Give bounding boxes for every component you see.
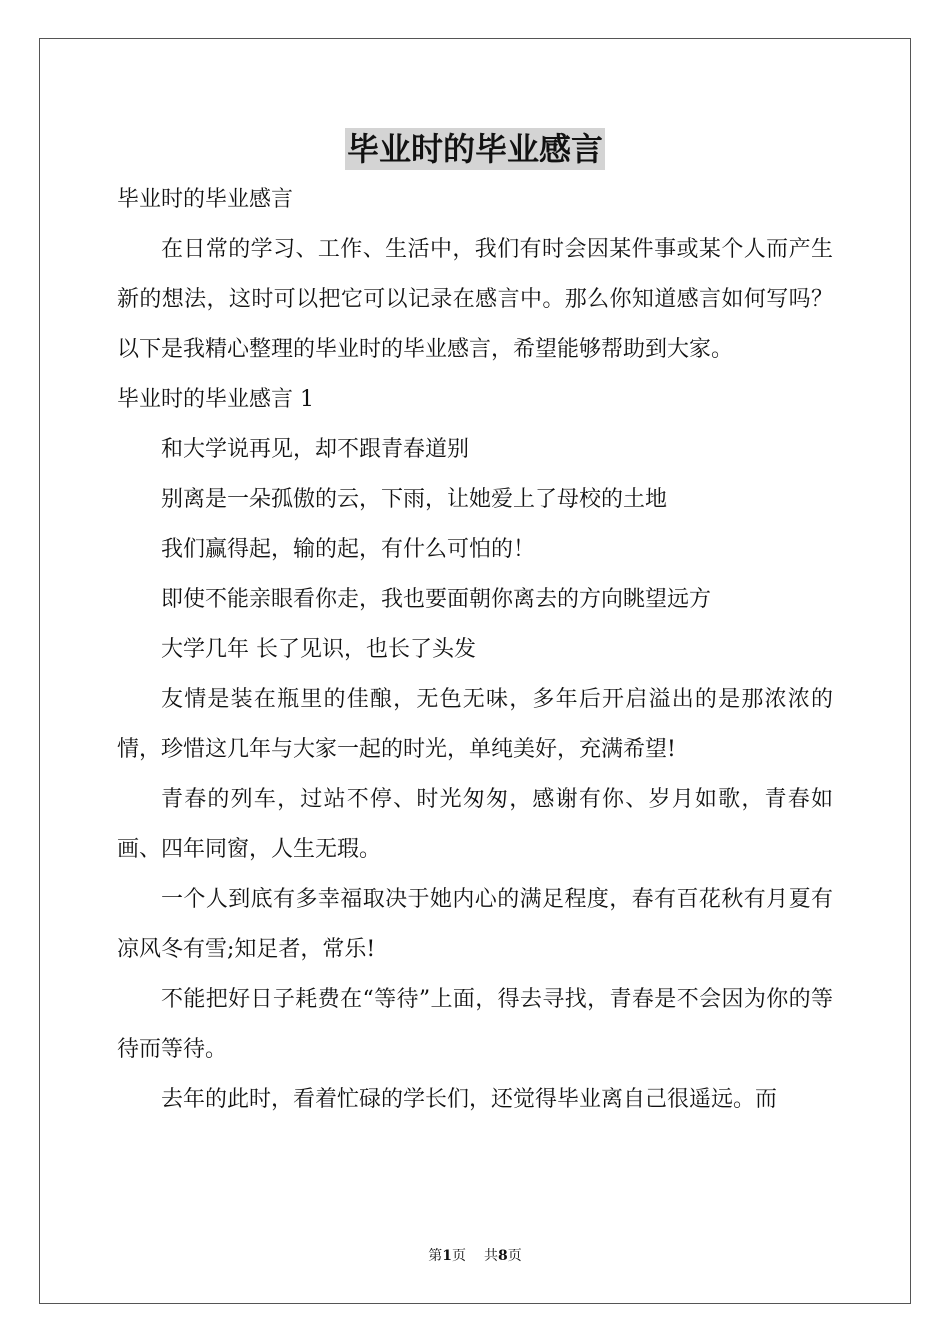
intro-paragraph: 在日常的学习、工作、生活中，我们有时会因某件事或某个人而产生新的想法，这时可以把它可以记录在感言中。那么你知道感言如何写吗？以下是我精心整理的毕业时的毕业感言，希望能够帮助到大家。 [117, 237, 833, 362]
page-footer [0, 1246, 950, 1266]
section-heading: 毕业时的毕业感言 1 [117, 387, 314, 412]
footer-total-prefix: 共 [484, 1248, 498, 1264]
footer-page-suffix: 页 [452, 1248, 466, 1264]
body-paragraph: 青春的列车，过站不停、时光匆匆，感谢有你、岁月如歌，青春如画、四年同窗，人生无瑕。 [117, 787, 833, 862]
footer-total-suffix: 页 [507, 1248, 522, 1264]
text-line: 和大学说再见，却不跟青春道别 [161, 437, 470, 462]
text-line: 即使不能亲眼看你走，我也要面朝你离去的方向眺望远方 [161, 587, 712, 612]
document-title: 毕业时的毕业感言 [346, 130, 603, 168]
body-paragraph: 不能把好日子耗费在“等待”上面，得去寻找，青春是不会因为你的等待而等待。 [117, 987, 833, 1062]
title-wrap [0, 128, 950, 170]
document-subtitle: 毕业时的毕业感言 [117, 187, 294, 212]
body-paragraph: 一个人到底有多幸福取决于她内心的满足程度，春有百花秋有月夏有凉风冬有雪;知足者，常乐! [117, 887, 833, 962]
document-body [117, 175, 833, 1125]
footer-page-number: 1 [442, 1248, 452, 1264]
footer-prefix: 第 [428, 1248, 443, 1264]
body-paragraph: 去年的此时，看着忙碌的学长们，还觉得毕业离自己很遥远。而 [161, 1087, 778, 1112]
footer-total-pages: 8 [498, 1248, 508, 1264]
body-paragraph: 友情是装在瓶里的佳酿，无色无味，多年后开启溢出的是那浓浓的情，珍惜这几年与大家一起的时光，单纯美好，充满希望! [117, 687, 833, 762]
text-line: 我们赢得起，输的起，有什么可怕的！ [161, 537, 536, 562]
text-line: 大学几年 长了见识，也长了头发 [161, 637, 476, 662]
text-line: 别离是一朵孤傲的云，下雨，让她爱上了母校的土地 [161, 487, 668, 512]
